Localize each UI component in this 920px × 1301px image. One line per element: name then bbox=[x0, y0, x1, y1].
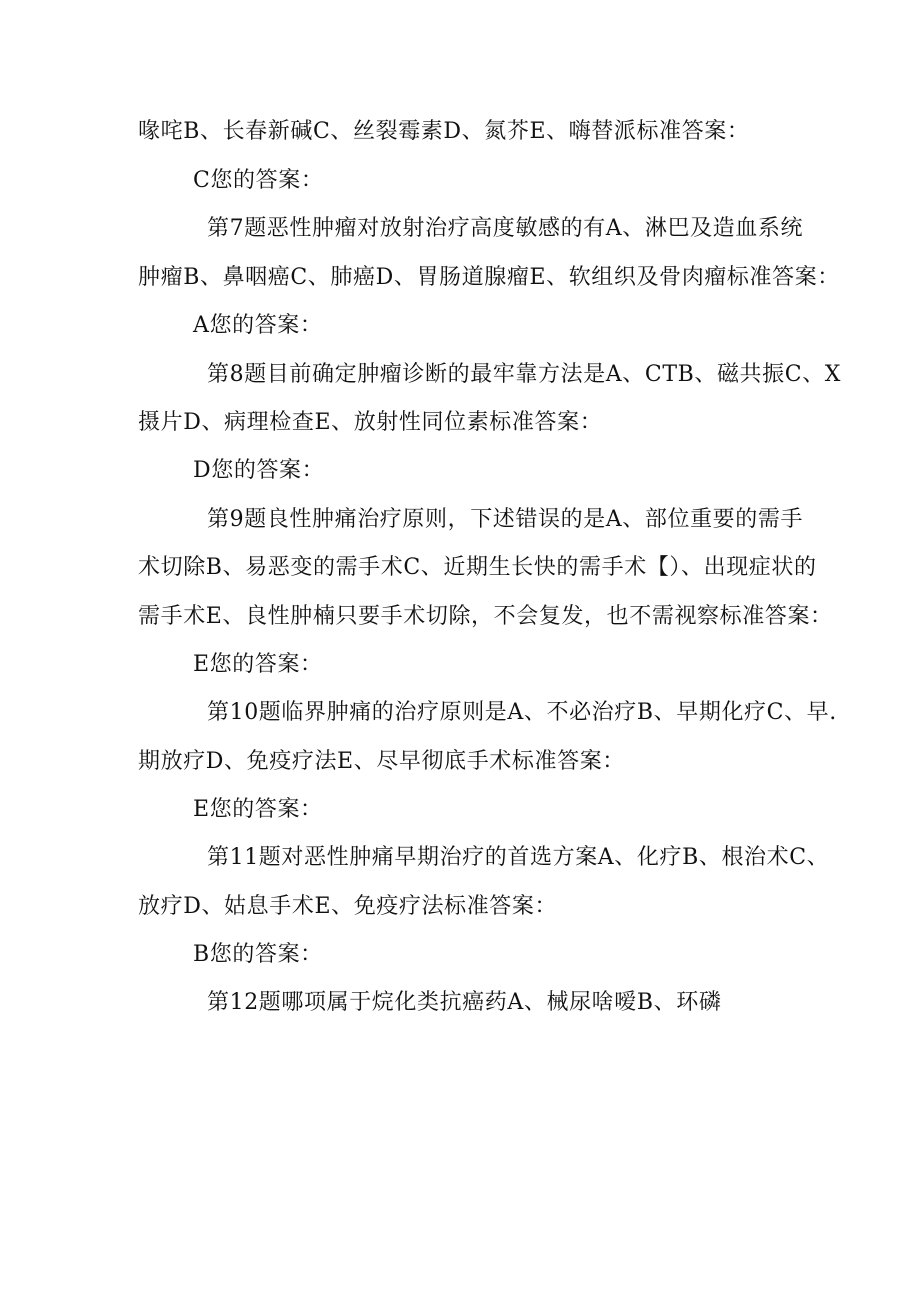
answer-line: B您的答案： bbox=[193, 942, 323, 967]
text-line: 肿瘤B、鼻咽癌C、肺癌D、胃肠道腺瘤E、软组织及骨肉瘤标准答案： bbox=[138, 265, 840, 290]
text-line: 喙咤B、长春新碱C、丝裂霉素D、氮芥E、嗨替派标准答案： bbox=[138, 119, 750, 144]
question-line: 第8题目前确定肿瘤诊断的最牢靠方法是A、CTB、磁共振C、X bbox=[207, 362, 842, 387]
text-line: 需手术E、良性肿楠只要手术切除，不会复发，也不需视察标准答案： bbox=[138, 604, 833, 629]
question-line: 第9题良性肿痛治疗原则，下述错误的是A、部位重要的需手 bbox=[207, 507, 804, 532]
answer-line: D您的答案： bbox=[193, 458, 325, 483]
question-line: 第7题恶性肿瘤对放射治疗高度敏感的有A、淋巴及造血系统 bbox=[207, 216, 804, 241]
text-line: 摄片D、病理检查E、放射性同位素标准答案： bbox=[138, 410, 603, 435]
answer-line: C您的答案： bbox=[193, 168, 324, 193]
answer-line: A您的答案： bbox=[193, 313, 323, 338]
answer-line: E您的答案： bbox=[193, 797, 323, 822]
question-line: 第10题临界肿痛的治疗原则是A、不必治疗B、早期化疗C、早. bbox=[207, 700, 837, 725]
question-line: 第12题哪项属于烷化类抗癌药A、械尿啥嗳B、环磷 bbox=[207, 990, 722, 1015]
text-line: 期放疗D、免疫疗法E、尽早彻底手术标准答案： bbox=[138, 749, 625, 774]
answer-line: E您的答案： bbox=[193, 652, 323, 677]
text-line: 放疗D、姑息手术E、免疫疗法标准答案： bbox=[138, 894, 558, 919]
question-line: 第11题对恶性肿痛早期治疗的首选方案A、化疗B、根治术C、 bbox=[207, 845, 830, 870]
text-line: 术切除B、易恶变的需手术C、近期生长快的需手术【）、出现症状的 bbox=[138, 555, 817, 580]
